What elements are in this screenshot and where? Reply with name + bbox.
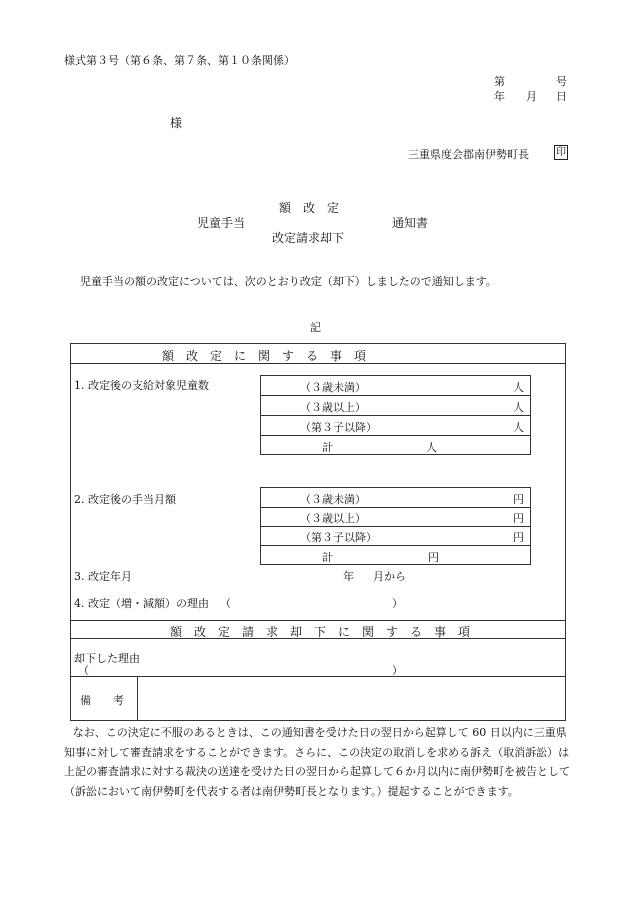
item1-row-unit: 人 bbox=[513, 421, 524, 434]
item1-row-unit: 人 bbox=[513, 381, 524, 394]
item2-row-unit: 円 bbox=[513, 493, 524, 506]
item2-label: 2. 改定後の手当月額 bbox=[74, 493, 176, 506]
date-month-label: 月 bbox=[526, 90, 537, 103]
intro-text: 児童手当の額の改定については、次のとおり改定（却下）しましたので通知します。 bbox=[80, 275, 497, 288]
title-right: 通知書 bbox=[392, 216, 429, 230]
addressee-suffix: 様 bbox=[170, 116, 183, 130]
item4-open-paren: （ bbox=[220, 597, 231, 610]
section1-header: 額 改 定 に 関 す る 事 項 bbox=[162, 349, 367, 363]
item1-row-label: （３歳未満） bbox=[300, 381, 366, 394]
item1-total-unit: 人 bbox=[426, 441, 437, 454]
footer-note: なお、この決定に不服のあるときは、この通知書を受けた日の翌日から起算して 60 日以内に三重県知事に対して審査請求をすることができます。さらに、この決定の取消しを求める訴え（取消訴訟）は上記の審査請求に対する裁決の送達を受けた日の翌日から起算して６か月以内に南伊勢町を被告として（訴訟において南伊勢町を代表する者は南伊勢町長となります。）提起することができます。 bbox=[64, 726, 570, 798]
item1-row-unit: 人 bbox=[513, 401, 524, 414]
date-year-label: 年 bbox=[494, 90, 505, 103]
item2-total-label: 計 bbox=[322, 551, 333, 564]
item2-row-unit: 円 bbox=[513, 531, 524, 544]
item1-row-label: （第３子以降） bbox=[300, 421, 377, 434]
item3-month: 月から bbox=[373, 570, 406, 583]
date-day-label: 日 bbox=[556, 90, 567, 103]
item4-close-paren: ） bbox=[392, 597, 403, 610]
title-left: 児童手当 bbox=[197, 216, 246, 230]
reject-reason-open-paren: （ bbox=[78, 664, 89, 677]
form-number: 様式第３号（第６条、第７条、第１０条関係） bbox=[64, 54, 295, 67]
remarks-label: 備 考 bbox=[80, 694, 124, 707]
title-bottom: 改定請求却下 bbox=[272, 231, 345, 245]
item2-row-unit: 円 bbox=[513, 512, 524, 525]
item3-year: 年 bbox=[343, 570, 354, 583]
number-label-go: 号 bbox=[556, 75, 567, 88]
item2-row-label: （３歳以上） bbox=[300, 512, 366, 525]
reject-reason-label: 却下した理由 bbox=[74, 652, 140, 665]
number-label-dai: 第 bbox=[494, 75, 505, 88]
title-top: 額 改 定 bbox=[279, 201, 340, 215]
item1-total-label: 計 bbox=[322, 441, 333, 454]
item2-total-unit: 円 bbox=[428, 551, 439, 564]
section2-header: 額 改 定 請 求 却 下 に 関 す る 事 項 bbox=[170, 625, 471, 639]
item2-row-label: （３歳未満） bbox=[300, 493, 366, 506]
item3-label: 3. 改定年月 bbox=[74, 570, 132, 583]
item1-label: 1. 改定後の支給対象児童数 bbox=[74, 379, 209, 392]
item4-label: 4. 改定（増・減額）の理由 bbox=[74, 597, 209, 610]
item1-row-label: （３歳以上） bbox=[300, 401, 366, 414]
item2-row-label: （第３子以降） bbox=[300, 531, 377, 544]
seal-mark: 印 bbox=[556, 147, 566, 158]
divider bbox=[70, 363, 566, 364]
reject-reason-close-paren: ） bbox=[392, 664, 403, 677]
issuer-name: 三重県度会郡南伊勢町長 bbox=[408, 148, 529, 161]
ki-mark: 記 bbox=[310, 321, 321, 334]
